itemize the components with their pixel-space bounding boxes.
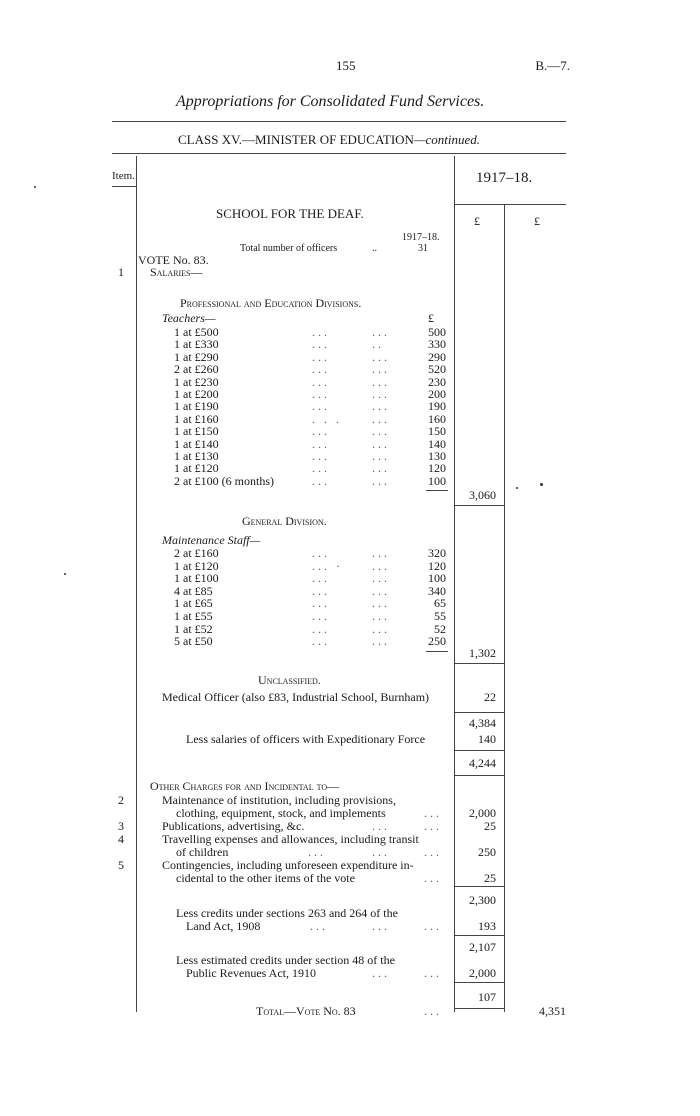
maintenance-total-rule	[454, 663, 504, 664]
leader-dots: ...	[312, 546, 330, 560]
officers-label: Total number of officers	[240, 243, 338, 254]
salary-grade-label: 1 at £100	[174, 571, 219, 586]
item-number-4: 4	[118, 832, 124, 846]
salary-grade-label: 1 at £230	[174, 374, 219, 389]
item4-line2: of children	[176, 845, 229, 859]
maintenance-heading: Maintenance Staff—	[162, 533, 261, 547]
leader-dots: ...	[372, 546, 390, 560]
net-rule	[454, 1008, 504, 1009]
item3-line1: Publications, advertising, &c.	[162, 819, 305, 833]
salaries-subtotal: 4,384	[469, 716, 496, 730]
total-vote-label: Total—Vote No. 83	[256, 1004, 356, 1018]
leader-dots: ...	[312, 374, 330, 389]
less-land-dots-a: ...	[310, 919, 328, 933]
salary-grade-label: 1 at £52	[174, 621, 213, 636]
expeditionary-rule	[454, 750, 504, 751]
salary-grade-amount: 160	[428, 411, 446, 426]
salary-grade-amount: 200	[428, 387, 446, 401]
leader-dots: ...	[312, 634, 330, 649]
salary-grade-label: 1 at £290	[174, 349, 219, 364]
salary-grade-amount: 130	[428, 449, 446, 463]
vote-number: VOTE No. 83.	[138, 253, 209, 267]
item-number-2: 2	[118, 793, 124, 807]
item5-line1: Contingencies, including unforeseen expenditure in-	[162, 858, 414, 872]
salaries-net: 4,244	[469, 756, 496, 770]
amount-column-left-rule	[454, 156, 455, 1012]
class-line	[178, 132, 480, 148]
medical-rule	[454, 712, 504, 713]
salary-grade-amount: 150	[428, 424, 446, 439]
leader-dots: ...	[312, 461, 330, 476]
item-number-1: 1	[118, 265, 124, 279]
after-land-credits: 2,107	[469, 940, 496, 954]
land-rule	[454, 935, 504, 936]
less-land-line2: Land Act, 1908	[186, 919, 261, 933]
leader-dots: ...	[312, 387, 330, 401]
scan-speck	[34, 186, 36, 188]
leader-dots: ...	[372, 424, 390, 439]
maintenance-sum-rule	[426, 651, 448, 652]
item5-dots: ...	[424, 871, 442, 885]
item2-amount: 2,000	[469, 806, 496, 820]
less-revenues-line2: Public Revenues Act, 1910	[186, 966, 316, 980]
leader-dots: ...	[372, 387, 390, 401]
salary-grade-amount: 140	[428, 436, 446, 451]
salary-grade-amount: 290	[428, 349, 446, 364]
leader-dots: ...	[312, 436, 330, 451]
officers-dots: ..	[372, 243, 377, 254]
item4-dots-mid2: ...	[372, 845, 390, 859]
salary-grade-amount: 120	[428, 461, 446, 476]
salary-grade-label: 1 at £120	[174, 558, 219, 573]
rule-class	[112, 153, 566, 154]
salary-grade-amount: 100	[428, 571, 446, 586]
teachers-total-rule	[454, 505, 504, 506]
officers-year: 1917–18.	[402, 232, 440, 243]
leader-dots: ...	[312, 362, 330, 377]
revenues-rule	[454, 982, 504, 983]
less-revenues-amount: 2,000	[469, 966, 496, 980]
medical-officer-amount: 22	[484, 690, 496, 704]
salary-grade-label: 2 at £100 (6 months)	[174, 473, 274, 488]
professional-heading: Professional and Education Divisions.	[180, 296, 362, 310]
other-charges-heading: Other Charges for and Incidental to—	[150, 779, 340, 793]
leader-dots: ...	[372, 362, 390, 377]
salary-grade-label: 1 at £140	[174, 436, 219, 451]
leader-dots: ...	[372, 558, 390, 573]
salary-grade-label: 1 at £130	[174, 449, 219, 463]
teachers-total: 3,060	[469, 488, 496, 502]
other-charges-subtotal: 2,300	[469, 893, 496, 907]
salary-grade-label: 1 at £330	[174, 337, 219, 352]
general-heading: General Division.	[242, 514, 327, 528]
leader-dots: ...	[312, 449, 330, 463]
leader-dots: ...	[372, 473, 390, 488]
leader-dots: ...	[312, 596, 330, 611]
scan-speck	[516, 487, 518, 489]
scan-speck	[64, 573, 66, 575]
leader-dots: ...	[312, 424, 330, 439]
leader-dots: ..	[372, 337, 384, 352]
leader-dots: ...	[372, 634, 390, 649]
officers-value: 31	[418, 243, 428, 254]
salary-grade-label: 1 at £150	[174, 424, 219, 439]
leader-dots: ...	[372, 621, 390, 636]
medical-officer-label: Medical Officer (also £83, Industrial School, Burnham)	[162, 690, 430, 704]
leader-dots: ...	[372, 436, 390, 451]
item5-line2: cidental to the other items of the vote	[176, 871, 355, 885]
less-revenues-dots-a: ...	[372, 966, 390, 980]
item3-dots: ...	[424, 819, 442, 833]
less-revenues-line1: Less estimated credits under section 48 of the	[176, 953, 395, 967]
maintenance-total: 1,302	[469, 646, 496, 660]
item4-dots-mid: ...	[308, 845, 326, 859]
leader-dots: ...	[372, 411, 390, 426]
other-charges-rule	[454, 886, 504, 887]
less-expeditionary-label: Less salaries of officers with Expeditionary Force	[186, 732, 426, 746]
less-land-dots-b: ...	[372, 919, 390, 933]
salary-grade-label: 1 at £120	[174, 461, 219, 476]
total-vote-amount: 4,351	[539, 1004, 566, 1018]
page-ref: B.—7.	[535, 58, 570, 73]
item3-dots-mid: ...	[372, 819, 390, 833]
leader-dots: . . .	[312, 411, 342, 426]
item2-line2: clothing, equipment, stock, and implements	[176, 806, 386, 820]
leader-dots: ...	[372, 399, 390, 414]
salary-grade-label: 1 at £65	[174, 596, 213, 611]
salary-grade-label: 4 at £85	[174, 583, 213, 598]
salary-grade-amount: 100	[428, 473, 446, 488]
leader-dots: ...	[372, 609, 390, 623]
class-continued: —continued.	[413, 132, 481, 147]
year-header: 1917–18.	[476, 170, 533, 186]
leader-dots: ...	[312, 399, 330, 414]
salary-grade-amount: 500	[428, 325, 446, 339]
salary-grade-amount: 120	[428, 558, 446, 573]
leader-dots: ...	[372, 325, 390, 339]
item-number-5: 5	[118, 858, 124, 872]
pound-col2: £	[534, 214, 540, 228]
item-header: Item.	[112, 170, 135, 182]
leader-dots: ... ·	[312, 558, 343, 573]
leader-dots: ...	[372, 583, 390, 598]
section-title: SCHOOL FOR THE DEAF.	[216, 206, 364, 221]
pound-col1: £	[474, 214, 480, 228]
salary-grade-amount: 230	[428, 374, 446, 389]
item-column-rule	[136, 156, 137, 1012]
salaries-net-rule	[454, 775, 504, 776]
item2-dots: ...	[424, 806, 442, 820]
leader-dots: ...	[372, 596, 390, 611]
item4-line1: Travelling expenses and allowances, including transit	[162, 832, 419, 846]
year-header-rule	[454, 204, 566, 205]
page-title: Appropriations for Consolidated Fund Services.	[176, 93, 485, 110]
salary-grade-amount: 52	[434, 621, 446, 636]
salary-grade-label: 1 at £200	[174, 387, 219, 401]
item-number-3: 3	[118, 819, 124, 833]
less-expeditionary-amount: 140	[478, 732, 496, 746]
leader-dots: ...	[372, 571, 390, 586]
salary-grade-label: 1 at £55	[174, 609, 213, 623]
salary-grade-label: 1 at £160	[174, 411, 219, 426]
less-land-dots-c: ...	[424, 919, 442, 933]
salary-grade-amount: 320	[428, 546, 446, 560]
page-number: 155	[336, 58, 356, 73]
leader-dots: ...	[312, 473, 330, 488]
less-land-line1: Less credits under sections 263 and 264 of the	[176, 906, 398, 920]
leader-dots: ...	[312, 337, 330, 352]
rule-top	[112, 121, 566, 122]
leader-dots: ...	[372, 449, 390, 463]
item-header-rule	[112, 186, 136, 187]
leader-dots: ...	[312, 571, 330, 586]
salary-grade-label: 2 at £160	[174, 546, 219, 560]
total-vote-dots: ...	[424, 1004, 442, 1018]
leader-dots: ...	[312, 621, 330, 636]
salary-grade-label: 1 at £500	[174, 325, 219, 339]
leader-dots: ...	[312, 325, 330, 339]
leader-dots: ...	[312, 349, 330, 364]
salaries-heading: Salaries—	[150, 265, 203, 279]
unclassified-heading: Unclassified.	[258, 673, 321, 687]
salary-grade-label: 2 at £260	[174, 362, 219, 377]
salary-grade-amount: 55	[434, 609, 446, 623]
salary-grade-amount: 520	[428, 362, 446, 377]
less-land-amount: 193	[478, 919, 496, 933]
item4-amount: 250	[478, 845, 496, 859]
leader-dots: ...	[372, 349, 390, 364]
leader-dots: ...	[372, 374, 390, 389]
item2-line1: Maintenance of institution, including provisions,	[162, 793, 396, 807]
leader-dots: ...	[372, 461, 390, 476]
less-revenues-dots-b: ...	[424, 966, 442, 980]
salary-grade-amount: 65	[434, 596, 446, 611]
class-title: CLASS XV.—MINISTER OF EDUCATION	[178, 132, 414, 147]
other-charges-net: 107	[478, 990, 496, 1004]
teachers-sum-rule	[426, 490, 448, 491]
pound-sign: £	[428, 311, 434, 325]
amount-column-mid-rule	[504, 205, 505, 1012]
salary-grade-amount: 190	[428, 399, 446, 414]
salary-grade-amount: 340	[428, 583, 446, 598]
salary-grade-amount: 250	[428, 634, 446, 649]
item3-amount: 25	[484, 819, 496, 833]
salary-grade-amount: 330	[428, 337, 446, 352]
item4-dots: ...	[424, 845, 442, 859]
item5-amount: 25	[484, 871, 496, 885]
leader-dots: ...	[312, 583, 330, 598]
scan-speck	[540, 483, 543, 486]
salary-grade-label: 5 at £50	[174, 634, 213, 649]
teachers-heading: Teachers—	[162, 311, 216, 325]
salary-grade-label: 1 at £190	[174, 399, 219, 414]
leader-dots: ...	[312, 609, 330, 623]
